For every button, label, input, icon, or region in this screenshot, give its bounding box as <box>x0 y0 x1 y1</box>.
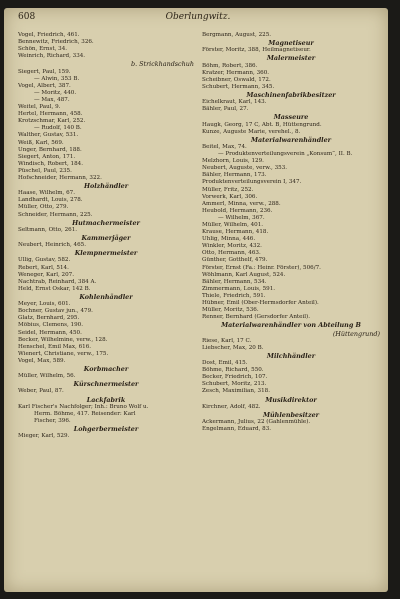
section-heading: Materialwarenhändler <box>250 135 332 144</box>
directory-entry: Weber, Paul, 87. <box>18 388 64 395</box>
directory-entry: — Moritz, 440. <box>34 89 77 96</box>
directory-entry: Heubold, Hermann, 236. <box>202 207 273 214</box>
directory-entry: Bähler, Hermann, 173. <box>202 172 267 179</box>
directory-entry: Bähler, Paul, 27. <box>202 106 249 113</box>
directory-entry: Müller, Fritz, 252. <box>202 186 254 193</box>
directory-entry: Siegert, Paul, 159. <box>18 68 71 75</box>
directory-entry: Hofschneider, Hermann, 322. <box>18 174 102 181</box>
directory-entry: Haase, Wilhelm, 67. <box>18 190 75 197</box>
directory-entry: Weneger, Karl, 207. <box>18 271 75 278</box>
directory-entry: Müller, Moritz, 536. <box>202 307 259 314</box>
directory-entry: Produktenverteilungsverein I, 347. <box>202 179 302 186</box>
directory-entry: Bähler, Hermann, 534. <box>202 278 267 285</box>
directory-entry: Püschel, Paul, 235. <box>18 167 72 174</box>
directory-entry: Ammerl, Minna, verw., 288. <box>202 200 281 207</box>
directory-entry: Seidel, Hermann, 450. <box>18 329 82 336</box>
directory-entry: Otto, Hermann, 463. <box>202 250 261 257</box>
directory-entry: Wienert, Christiane, verw., 175. <box>18 350 109 357</box>
section-heading: Hutmachermeister <box>72 218 140 227</box>
directory-entry: Ackermann, Julius, 22 (Gahlenmühle). <box>202 419 311 426</box>
directory-entry: Winkler, Moritz, 432. <box>202 243 262 250</box>
directory-entry: Müller, Wilhelm, 401. <box>202 221 264 228</box>
directory-entry: Melzhorn, Louis, 129. <box>202 158 264 165</box>
section-heading: Magnetiseur <box>268 39 314 48</box>
directory-entry: Müller, Otto, 279. <box>18 204 69 211</box>
directory-entry: Krotzschmar, Karl, 252. <box>18 118 86 125</box>
directory-entry: Vorwerk, Karl, 306. <box>202 193 258 200</box>
directory-entry: Förster, Moritz, 388, Heilmagnetiseur. <box>202 47 311 54</box>
directory-entry: Böhm, Robert, 386. <box>202 62 258 69</box>
directory-entry: Schubert, Hermann, 345. <box>202 83 275 90</box>
directory-entry: Bennewitz, Friedrich, 326. <box>18 39 94 46</box>
section-heading: Holzhändler <box>83 182 129 191</box>
directory-entry: Hertel, Hermann, 458. <box>18 111 83 118</box>
directory-entry: Becker, Friedrich, 107. <box>202 374 268 381</box>
directory-entry: Karl Fischer's Nachfolger; Inh.: Bruno Wolf u. <box>18 403 149 410</box>
directory-entry: Bochner, Gustav jun., 479. <box>18 308 93 315</box>
section-heading: Malermeister <box>266 54 316 63</box>
directory-entry: Meyer, Louis, 601. <box>18 301 71 308</box>
directory-entry: — Rudolf, 140 B. <box>34 125 82 132</box>
directory-entry: Liebscher, Max, 20 B. <box>202 344 264 351</box>
directory-entry: Schubert, Moritz, 213. <box>202 381 267 388</box>
directory-page <box>4 8 388 592</box>
directory-entry: Förster, Ernst (Fa.: Heinr. Förster), 506/7. <box>202 264 321 271</box>
section-heading: Lohgerbermeister <box>73 425 139 434</box>
section-heading: Lackfabrik <box>86 395 126 404</box>
directory-entry: — Produktenverteilungsverein „Konsum“, II. B. <box>218 151 353 158</box>
directory-entry: Henschel, Emil Max, 616. <box>18 343 92 350</box>
directory-entry: Thiele, Friedrich, 591. <box>202 292 266 299</box>
directory-entry: Günther, Gotthelf, 479. <box>202 257 268 264</box>
section-heading: Kammerjäger <box>81 233 131 242</box>
directory-entry: Vogel, Friedrich, 461. <box>18 32 80 38</box>
directory-entry: Dost, Emil, 415. <box>202 360 248 367</box>
directory-entry: Wöhlmann, Karl August, 524. <box>202 271 286 278</box>
directory-entry: — Alwin, 353 B. <box>34 75 80 82</box>
directory-entry: Schneider, Hermann, 225. <box>18 211 93 218</box>
section-heading: Kohlenhändler <box>79 292 133 301</box>
directory-entry: Uhlig, Minna, 446. <box>202 236 256 243</box>
section-heading: Maschinenfabrikbesitzer <box>246 90 336 99</box>
section-heading: Musikdirektor <box>265 395 317 404</box>
directory-entry: Riese, Karl, 17 C. <box>202 337 252 344</box>
directory-entry: Krause, Hermann, 418. <box>202 229 269 236</box>
directory-entry: Windisch, Robert, 184. <box>18 160 83 167</box>
right-column <box>202 32 380 433</box>
directory-entry: Scheibner, Oswald, 172. <box>202 76 271 83</box>
directory-entry: Zimmermann, Louis, 591. <box>202 285 276 292</box>
directory-entry: Kunze, Auguste Marie, verehel., 8. <box>202 128 301 135</box>
directory-entry: Seltmann, Otto, 261. <box>18 226 78 233</box>
directory-entry: Renner, Bernhard (Gersdorfer Anteil). <box>202 314 311 321</box>
directory-entry: Haugk, Georg, 17 C, Abt. B, Hüttengrund. <box>202 121 322 128</box>
section-heading: Korbmacher <box>83 364 129 373</box>
directory-entry: Schön, Ernst, 34. <box>18 46 68 53</box>
page-title: Oberlungwitz. <box>165 12 231 22</box>
directory-entry: Siegert, Anton, 171. <box>18 153 76 160</box>
directory-entry: Vogel, Albert, 387. <box>18 82 71 89</box>
directory-entry: Walther, Gustav, 531. <box>18 132 79 139</box>
directory-entry: Landhardt, Louis, 278. <box>18 197 83 204</box>
section-heading: Klempnermeister <box>74 249 138 258</box>
directory-entry: Weitel, Paul, 9. <box>18 104 61 111</box>
directory-entry: Neubert, Heinrich, 465. <box>18 242 86 249</box>
directory-entry: Zesch, Maximilian, 318. <box>202 388 270 395</box>
directory-entry: Engelmann, Eduard, 83. <box>202 426 272 433</box>
directory-entry: Weinrich, Richard, 334. <box>18 53 86 60</box>
directory-entry: Eichelkraut, Karl, 143. <box>202 99 267 106</box>
directory-entry: Neubert, Auguste, verw., 353. <box>202 165 288 172</box>
directory-entry: Böhme, Richard, 550. <box>202 367 264 374</box>
left-column <box>18 32 194 440</box>
section-heading: Materialwarenhändler von Abteilung B <box>221 321 361 330</box>
section-subheading: b. Strickhandschuh <box>131 60 194 69</box>
page-number: 608 <box>18 12 36 22</box>
section-heading: Kürschnermeister <box>73 380 139 389</box>
directory-entry: Held, Ernst Oskar, 142 B. <box>18 285 91 292</box>
directory-entry: Kratzer, Hermann, 360. <box>202 69 270 76</box>
section-heading: Mühlenbesitzer <box>262 410 320 419</box>
directory-entry: Müller, Wilhelm, 56. <box>18 373 76 380</box>
directory-entry: Beitel, Max, 74. <box>202 143 247 150</box>
directory-entry: Becker, Wilhelmine, verw., 128. <box>18 336 108 343</box>
directory-entry: Möbius, Clemens, 190. <box>18 322 83 329</box>
directory-entry: — Max, 487. <box>34 96 70 103</box>
section-heading: Milchhändler <box>266 351 316 360</box>
directory-entry: Vogel, Max, 589. <box>18 357 66 364</box>
section-subheading: (Hüttengrund) <box>332 329 380 338</box>
page-header <box>18 12 378 26</box>
directory-entry: Herm. Böhme, 417. Reisender: Karl <box>34 410 136 417</box>
directory-entry: — Wilhelm, 367. <box>218 214 265 221</box>
directory-entry: Unger, Bernhard, 188. <box>18 146 82 153</box>
directory-entry: Ullig, Gustav, 582. <box>18 257 71 264</box>
section-heading: Masseure <box>273 113 309 122</box>
directory-entry: Weiß, Karl, 569. <box>18 139 64 146</box>
directory-entry: Nachtrab, Reinhard, 384 A. <box>18 278 97 285</box>
directory-entry: Kirchner, Adolf, 482. <box>202 403 261 410</box>
directory-entry: Mieger, Karl, 529. <box>18 433 70 440</box>
directory-entry: Glatz, Bernhard, 295. <box>18 315 80 322</box>
directory-entry: Rebert, Karl, 514. <box>18 264 69 271</box>
directory-entry: Hübner, Emil (Ober-Hermsdorfer Anteil). <box>202 300 319 307</box>
directory-entry: Fischer, 396. <box>34 417 71 424</box>
directory-entry: Bergmann, August, 225. <box>202 32 272 38</box>
